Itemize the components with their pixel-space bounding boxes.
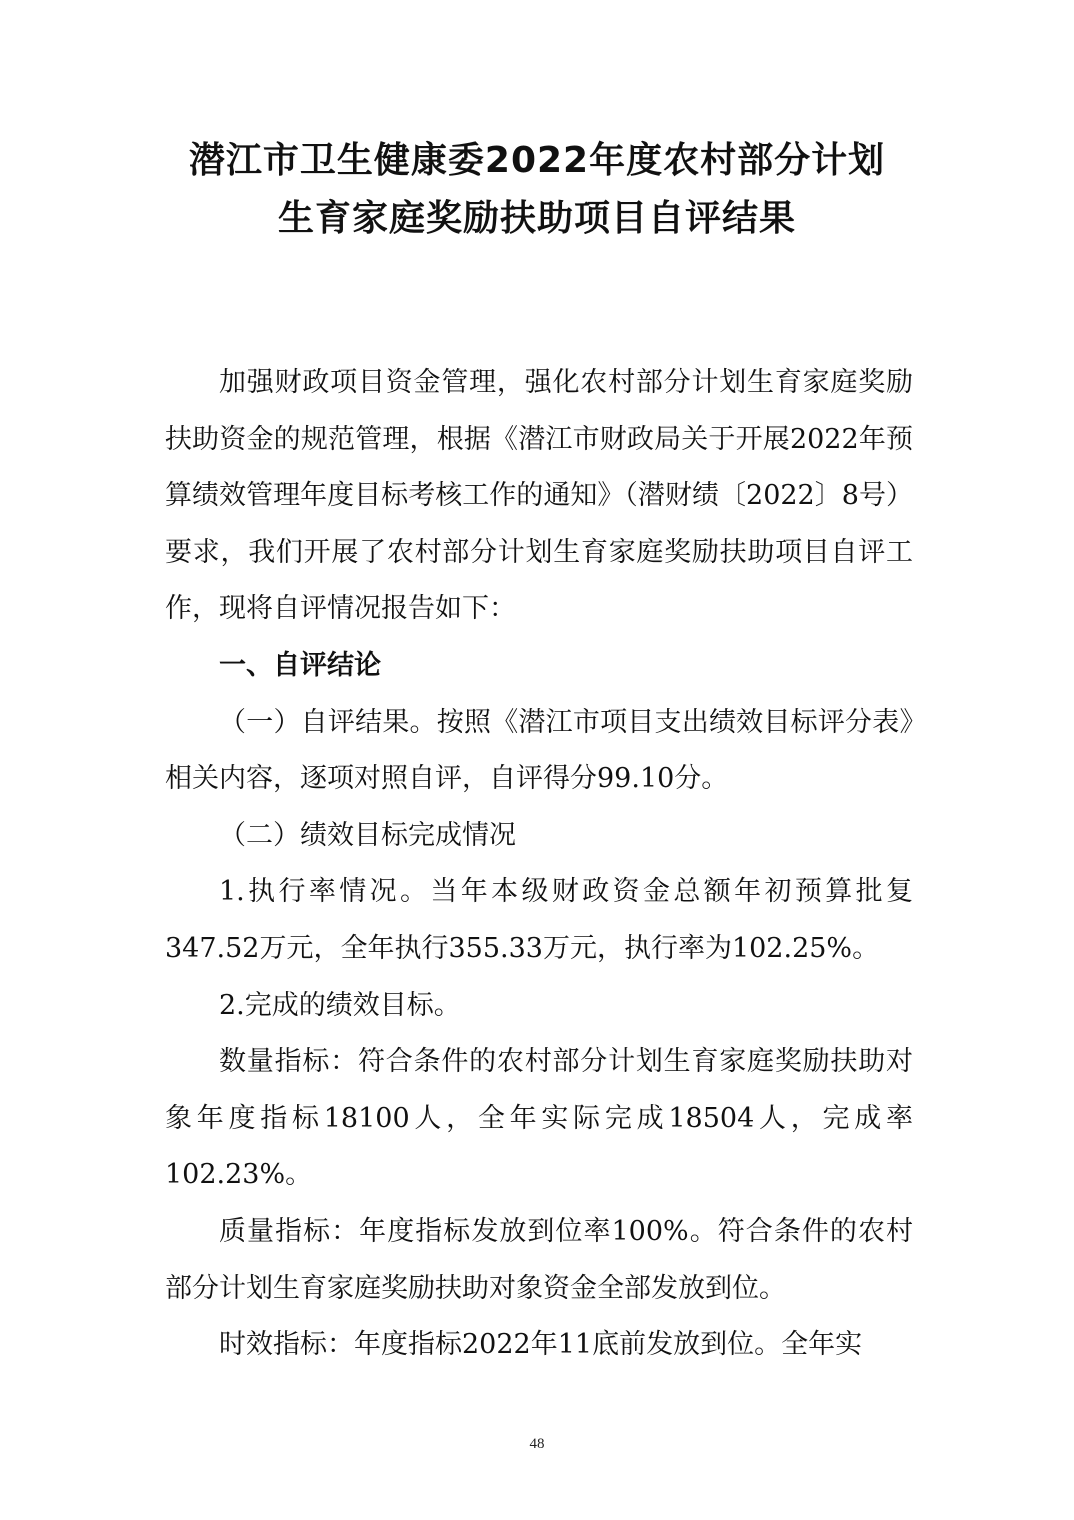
subheading-goal-completion: （二）绩效目标完成情况 [219,819,516,851]
intro-paragraph: 加强财政项目资金管理，强化农村部分计划生育家庭奖励扶助资金的规范管理，根据《潜江市财政局关于开展2022年预算绩效管理年度目标考核工作的通知》（潜财绩〔2022〕8号）要求，我们开展了农村部分计划生育家庭奖励扶助项目自评工作，现将自评情况报告如下： [165,367,913,625]
document-body [165,355,913,1374]
paragraph-execution-rate: 1.执行率情况。当年本级财政资金总额年初预算批复347.52万元，全年执行355.33万元，执行率为102.25%。 [165,876,913,964]
section-heading-conclusion: 一、自评结论 [219,649,381,681]
paragraph-timeliness-indicator: 时效指标：年度指标2022年11底前发放到位。全年实 [219,1329,863,1361]
paragraph-quantity-indicator: 数量指标：符合条件的农村部分计划生育家庭奖励扶助对象年度指标18100人，全年实际完成18504人，完成率102.23%。 [165,1046,913,1191]
paragraph-self-evaluation-result: （一）自评结果。按照《潜江市项目支出绩效目标评分表》相关内容，逐项对照自评，自评得分99.10分。 [165,706,913,795]
document-title [60,132,1014,248]
page-number: 48 [529,1436,545,1452]
title-line-1: 潜江市卫生健康委2022年度农村部分计划 [188,140,886,181]
title-line-2: 生育家庭奖励扶助项目自评结果 [277,198,796,239]
paragraph-quality-indicator: 质量指标：年度指标发放到位率100%。符合条件的农村部分计划生育家庭奖励扶助对象资金全部发放到位。 [165,1215,913,1304]
subheading-completed-goals: 2.完成的绩效目标。 [219,989,461,1021]
